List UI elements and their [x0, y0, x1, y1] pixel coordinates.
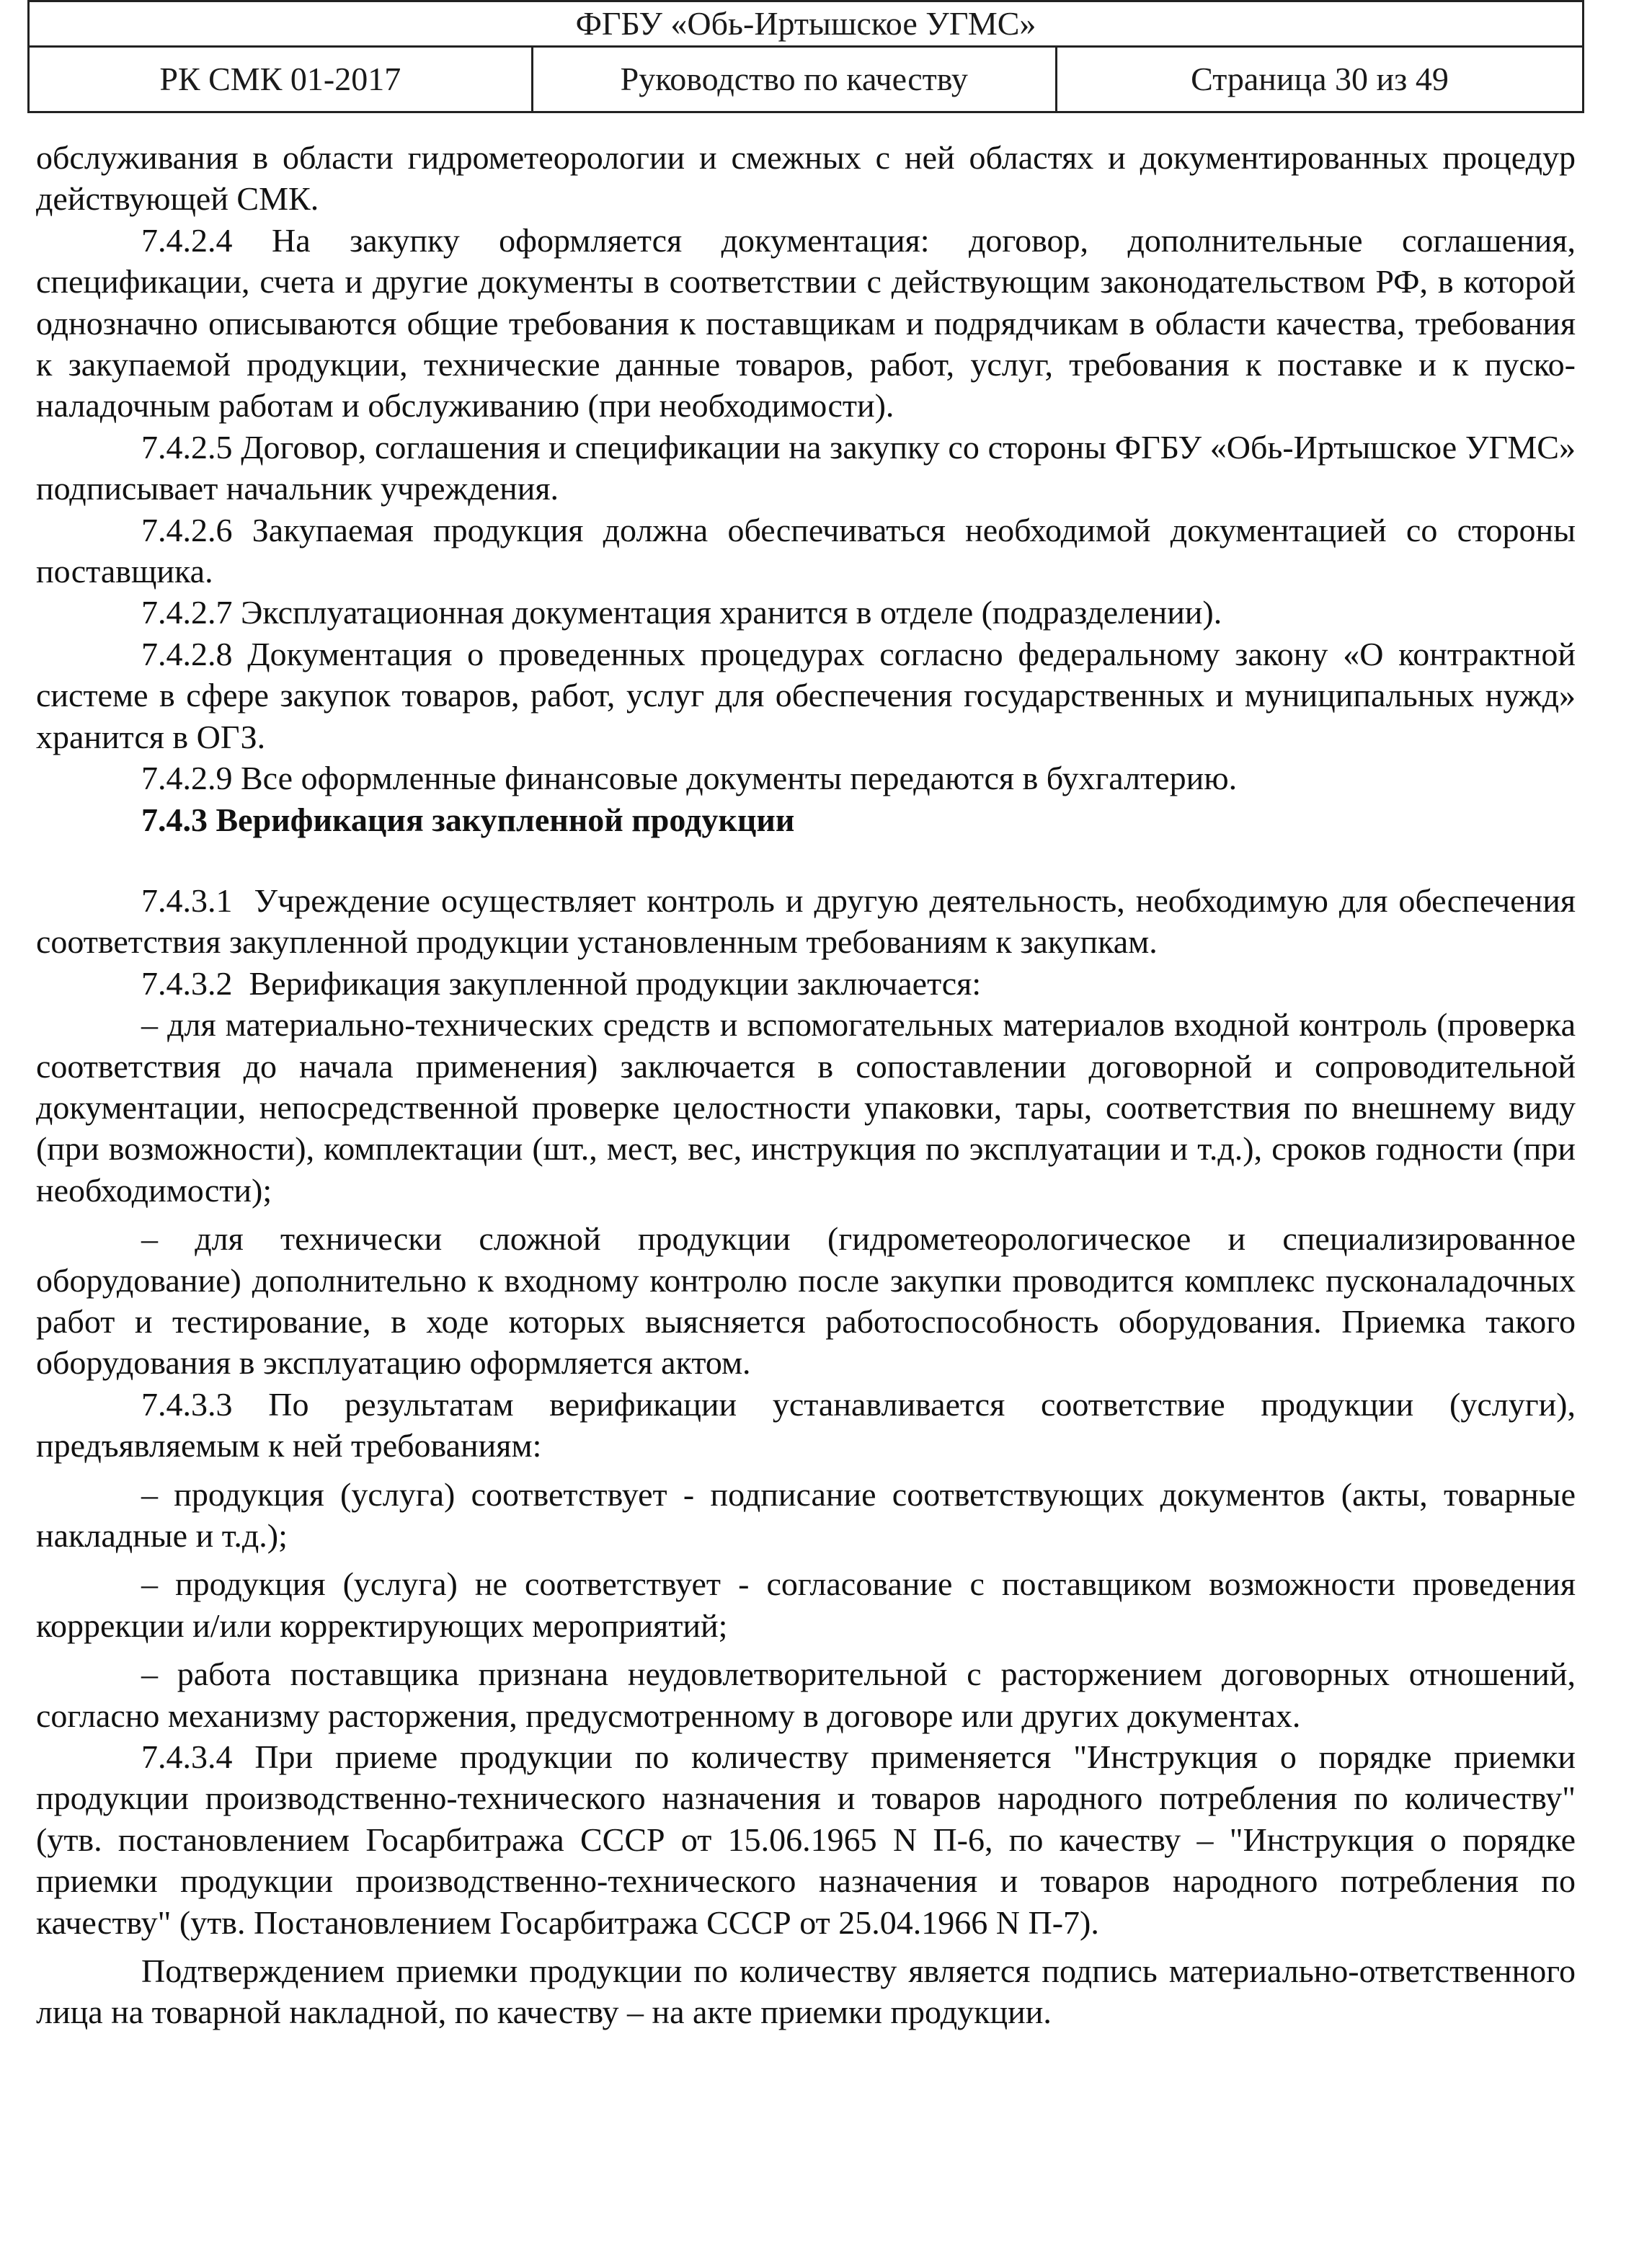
list-dash: – — [141, 1006, 168, 1044]
section-heading: 7.4.3 Верификация закупленной продукции — [141, 801, 795, 838]
paragraph-number: 7.4.3.3 — [141, 1385, 269, 1423]
paragraph-7-4-3-3: 7.4.3.3 По результатам верификации устанавливается соответствие продукции (услуги), предъявляемым к ней требованиям: — [36, 1385, 1576, 1465]
paragraph-7-4-3-2: 7.4.3.2 Верификация закупленной продукции заключается: — [141, 964, 982, 1002]
paragraph-number: 7.4.3.4 — [141, 1738, 255, 1776]
paragraph-7-4-2-6: 7.4.2.6 Закупаемая продукция должна обеспечиваться необходимой документацией со стороны поставщика. — [36, 511, 1576, 590]
paragraph-7-4-2-4: 7.4.2.4 На закупку оформляется документация: договор, дополнительные соглашения, спецификации, счета и другие документы в соответствии с действующим законодательством РФ, в которой однозначно описываются общие требования к поставщикам и подрядчикам в области качества, требования к закупаемой продукции, технические данные товаров, работ, услуг, требования к поставке и к пуско-наладочным работам и обслуживанию (при необходимости). — [36, 221, 1576, 425]
paragraph-number: 7.4.2.9 — [141, 760, 241, 797]
document-header — [27, 0, 1584, 113]
paragraph-7-4-3-1: 7.4.3.1 Учреждение осуществляет контроль и другую деятельность, необходимую для обеспечения соответствия закупленной продукции установленным требованиям к закупкам. — [36, 881, 1576, 961]
paragraph-confirmation: Подтверждением приемки продукции по количеству является подпись материально-ответственного лица на товарной накладной, по качеству – на акте приемки продукции. — [36, 1952, 1576, 2031]
paragraph-7-4-2-9: 7.4.2.9 Все оформленные финансовые документы передаются в бухгалтерию. — [141, 760, 1238, 797]
header-document-title: Руководство по качеству — [532, 47, 1056, 112]
list-dash: – — [141, 1475, 174, 1513]
header-organization: ФГБУ «Обь-Иртышское УГМС» — [29, 1, 1584, 47]
paragraph-continuation: обслуживания в области гидрометеорологии и смежных с ней областях и документированных процедур действующей СМК. — [36, 139, 1576, 218]
header-document-code: РК СМК 01-2017 — [29, 47, 533, 112]
header-page-number: Страница 30 из 49 — [1056, 47, 1583, 112]
paragraph-number: 7.4.2.5 — [141, 428, 241, 466]
list-item: – работа поставщика признана неудовлетворительной с расторжением договорных отношений, согласно механизму расторжения, предусмотренному в договоре или других документах. — [36, 1656, 1576, 1734]
list-item: – продукция (услуга) не соответствует - согласование с поставщиком возможности проведения коррекции и/или корректирующих мероприятий; — [36, 1565, 1576, 1644]
paragraph-number: 7.4.2.6 — [141, 511, 252, 548]
paragraph-number: 7.4.2.4 — [141, 221, 272, 259]
list-item: – для технически сложной продукции (гидрометеорологическое и специализированное оборудование) дополнительно к входному контролю после закупки проводится комплекс пусконаладочных работ и тестирование, в ходе которых выясняется работоспособность оборудования. Приемка такого оборудования в эксплуатацию оформляется актом. — [36, 1220, 1576, 1382]
paragraph-7-4-2-5: 7.4.2.5 Договор, соглашения и спецификации на закупку со стороны ФГБУ «Обь-Иртышское УГМС» подписывает начальник учреждения. — [36, 428, 1576, 507]
document-body — [36, 137, 1576, 2033]
paragraph-number: 7.4.2.7 — [141, 594, 241, 631]
list-dash: – — [141, 1220, 195, 1258]
list-item: – продукция (услуга) соответствует - подписание соответствующих документов (акты, товарные накладные и т.д.); — [36, 1475, 1576, 1554]
paragraph-7-4-3-4: 7.4.3.4 При приеме продукции по количеству применяется "Инструкция о порядке приемки продукции производственно-технического назначения и товаров народного потребления по количеству" (утв. постановлением Госарбитража СССР от 15.06.1965 N П-6, по качеству – "Инструкция о порядке приемки продукции производственно-технического назначения и товаров народного потребления по качеству" (утв. Постановлением Госарбитража СССР от 25.04.1966 N П-7). — [36, 1738, 1576, 1941]
paragraph-number: 7.4.3.1 — [141, 881, 254, 919]
paragraph-7-4-2-7: 7.4.2.7 Эксплуатационная документация хранится в отделе (подразделении). — [141, 594, 1222, 631]
paragraph-7-4-2-8: 7.4.2.8 Документация о проведенных процедурах согласно федеральному закону «О контрактной системе в сфере закупок товаров, работ, услуг для обеспечения государственных и муниципальных нужд» хранится в ОГЗ. — [36, 635, 1576, 755]
list-dash: – — [141, 1565, 176, 1603]
list-dash: – — [141, 1656, 177, 1693]
list-item: – для материально-технических средств и вспомогательных материалов входной контроль (проверка соответствия до начала применения) заключается в сопоставлении договорной и сопроводительной документации, непосредственной проверке целостности упаковки, тары, соответствия по внешнему виду (при возможности), комплектации (шт., мест, вес, инструкция по эксплуатации и т.д.), сроков годности (при необходимости); — [36, 1006, 1576, 1209]
paragraph-number: 7.4.3.2 — [141, 964, 249, 1002]
paragraph-number: 7.4.2.8 — [141, 635, 248, 672]
